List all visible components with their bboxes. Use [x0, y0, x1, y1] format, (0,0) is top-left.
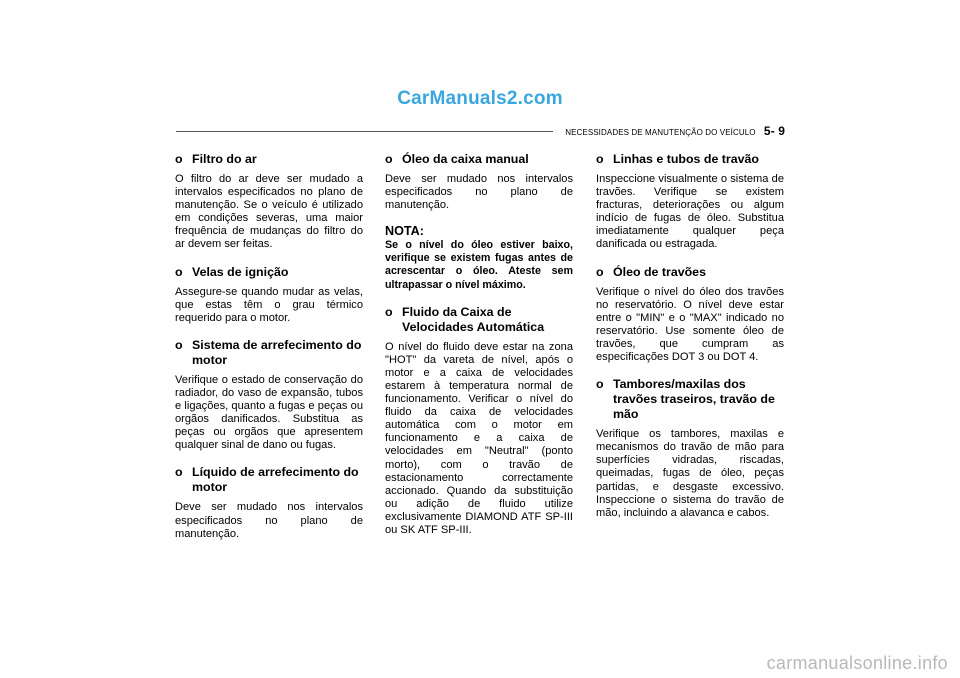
- section-heading: o Óleo de travões: [596, 264, 706, 279]
- bullet-icon: o: [596, 377, 604, 392]
- bullet-icon: o: [385, 152, 393, 166]
- section-body: Assegure-se quando mudar as velas, que estas têm o grau térmico requerido para o motor.: [175, 285, 363, 324]
- section-heading: o Velas de ignição: [175, 264, 289, 279]
- section-linhas-tubos-travao: [596, 152, 784, 252]
- top-watermark[interactable]: CarManuals2.com: [397, 88, 563, 109]
- column-2: [385, 152, 573, 537]
- bullet-icon: o: [596, 264, 604, 279]
- section-heading: o Sistema de arrefecimento do motor: [175, 337, 362, 367]
- column-1: [175, 152, 363, 541]
- page-number: 5- 9: [763, 124, 785, 138]
- section-body: Inspeccione visualmente o sistema de travões. Verifique se existem fracturas, deteriorações ou algum indício de fugas de óleo. Substitua imediatamente qualquer peça danificada ou estragada.: [596, 173, 784, 251]
- note-title: NOTA:: [385, 224, 424, 239]
- bottom-watermark[interactable]: carmanualsonline.info: [766, 653, 948, 673]
- section-liquido-de-arrefecimento: [175, 465, 363, 540]
- column-3: [596, 152, 784, 520]
- bullet-icon: o: [385, 304, 393, 319]
- section-body: Verifique o nível do óleo dos travões no reservatório. O nível deve estar entre o "MIN" e o "MAX" indicado no reservatório. Use somente óleo de travões, que cumpram as especificações DOT 3 ou DOT 4.: [596, 285, 784, 364]
- section-heading: o Filtro do ar: [175, 152, 257, 166]
- section-body: Verifique o estado de conservação do radiador, do vaso de expansão, tubos e ligações, quanto a fugas e peças ou orgãos danificados. Substitua as peças ou orgãos que apresentem qualquer sinal de dano ou fugas.: [175, 373, 363, 452]
- bullet-icon: o: [175, 264, 183, 279]
- section-body: Deve ser mudado nos intervalos especificados no plano de manutenção.: [175, 501, 363, 540]
- section-oleo-caixa-manual: [385, 152, 573, 292]
- section-tambores-maxilas: [596, 377, 784, 520]
- section-heading: o Linhas e tubos de travão: [596, 152, 759, 166]
- section-sistema-de-arrefecimento: [175, 338, 363, 453]
- section-heading: o Fluido da Caixa de Velocidades Automática: [385, 304, 545, 334]
- section-body: O filtro do ar deve ser mudado a intervalos especificados no plano de manutenção. Se o veículo é utilizado em condições severas, uma maior frequência de mudanças do filtro do ar devem ser feitas.: [175, 173, 363, 251]
- section-filtro-do-ar: [175, 152, 363, 252]
- section-heading: o Líquido de arrefecimento do motor: [175, 465, 359, 495]
- section-fluido-caixa-automatica: [385, 305, 573, 537]
- bullet-icon: o: [175, 337, 183, 352]
- bullet-icon: o: [175, 465, 183, 480]
- section-heading: o Tambores/maxilas dos travões traseiros, travão de mão: [596, 377, 775, 422]
- section-velas-de-ignicao: [175, 265, 363, 325]
- section-heading: o Óleo da caixa manual: [385, 152, 529, 166]
- section-body: Deve ser mudado nos intervalos especificados no plano de manutenção.: [385, 173, 573, 212]
- section-oleo-de-travoes: [596, 265, 784, 365]
- header-rule: [176, 131, 553, 132]
- bullet-icon: o: [175, 152, 183, 166]
- bullet-icon: o: [596, 152, 604, 166]
- note-body: Se o nível do óleo estiver baixo, verifique se existem fugas antes de acrescentar o óleo. Ateste sem ultrapassar o nível máximo.: [385, 239, 573, 291]
- section-body: Verifique os tambores, maxilas e mecanismos do travão de mão para superfícies vidradas, riscadas, queimadas, fugas de óleo, peças partidas, e desgaste excessivo. Inspeccione o sistema do travão de mão, incluindo a alavanca e cabos.: [596, 428, 784, 519]
- section-title: NECESSIDADES DE MANUTENÇÃO DO VEÍCULO: [565, 128, 756, 137]
- section-body: O nível do fluido deve estar na zona "HOT" da vareta de nível, após o motor e a caixa de velocidades estarem à temperatura normal de funcionamento. Verificar o nível do fluido da caixa de velocidades automática com o motor em funcionamento e a caixa de velocidades em "Neutral" (ponto morto), com o travão de estacionamento correctamente accionado. Quando da substituição ou adição de fluido utilize exclusivamente DIAMOND ATF SP-III ou SK ATF SP-III.: [385, 340, 573, 536]
- running-head: [560, 124, 785, 138]
